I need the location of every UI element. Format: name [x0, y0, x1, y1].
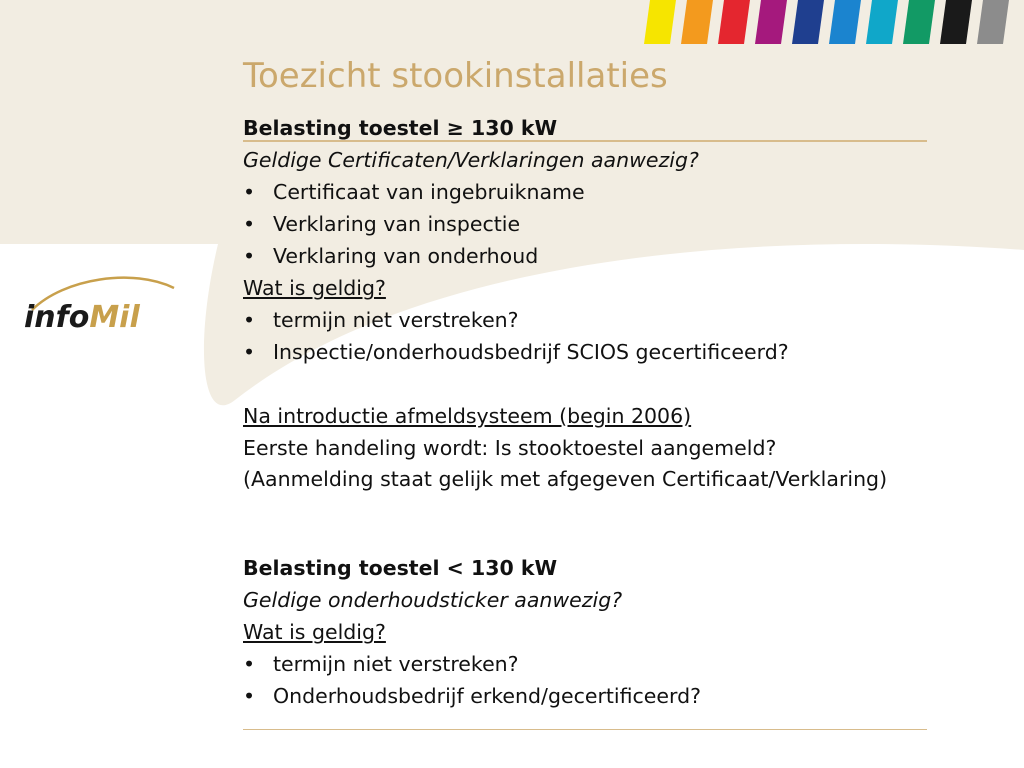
bullet-glyph: • [243, 652, 256, 676]
bullet-text: Certificaat van ingebruikname [273, 180, 585, 204]
section1-valid-bullet [243, 306, 933, 338]
bullet-glyph: • [243, 212, 256, 236]
section1-valid-heading: Wat is geldig? [243, 276, 386, 300]
color-strip-bar [829, 0, 861, 44]
slide-title: Toezicht stookinstallaties [243, 56, 668, 96]
logo-text-info: info [24, 300, 90, 335]
spacer [243, 370, 933, 402]
section3-valid-bullet [243, 682, 933, 714]
section2-line1: Eerste handeling wordt: Is stooktoestel aangemeld? [243, 436, 777, 460]
color-strip-bar [755, 0, 787, 44]
bullet-glyph: • [243, 180, 256, 204]
color-strip [640, 0, 1010, 44]
color-strip-bar [792, 0, 824, 44]
bullet-text: Verklaring van onderhoud [273, 244, 539, 268]
bullet-glyph: • [243, 308, 256, 332]
section2-heading: Na introductie afmeldsysteem (begin 2006) [243, 404, 692, 428]
section3-question: Geldige onderhoudsticker aanwezig? [243, 588, 623, 612]
section3-heading: Belasting toestel < 130 kW [243, 556, 558, 580]
spacer [243, 522, 933, 554]
section1-bullet [243, 178, 933, 210]
bullet-text: termijn niet verstreken? [273, 308, 519, 332]
bullet-text: Verklaring van inspectie [273, 212, 521, 236]
infomil-logo [24, 270, 194, 350]
color-strip-bar [681, 0, 713, 44]
bullet-glyph: • [243, 684, 256, 708]
logo-text-mil: Mil [89, 300, 140, 335]
slide-content [243, 114, 933, 714]
section1-valid-bullet [243, 338, 933, 370]
bullet-glyph: • [243, 244, 256, 268]
section1-heading: Belasting toestel ≥ 130 kW [243, 114, 927, 142]
section1-bullet [243, 210, 933, 242]
section3-valid-heading: Wat is geldig? [243, 620, 386, 644]
section1-question: Geldige Certificaten/Verklaringen aanwezig? [243, 148, 699, 172]
color-strip-bar [903, 0, 935, 44]
bullet-glyph: • [243, 340, 256, 364]
section3-valid-bullet [243, 650, 933, 682]
bullet-text: Onderhoudsbedrijf erkend/gecertificeerd? [273, 684, 701, 708]
color-strip-bar [718, 0, 750, 44]
logo-wordmark [24, 300, 140, 335]
section1-heading-line [243, 114, 933, 146]
color-strip-bar [977, 0, 1009, 44]
color-strip-bar [940, 0, 972, 44]
color-strip-bar [644, 0, 676, 44]
section2-line2: (Aanmelding staat gelijk met afgegeven Certificaat/Verklaring) [243, 467, 888, 491]
bullet-text: Inspectie/onderhoudsbedrijf SCIOS gecertificeerd? [273, 340, 789, 364]
section1-bullet [243, 242, 933, 274]
color-strip-bar [866, 0, 898, 44]
bottom-rule [243, 729, 927, 730]
bullet-text: termijn niet verstreken? [273, 652, 519, 676]
